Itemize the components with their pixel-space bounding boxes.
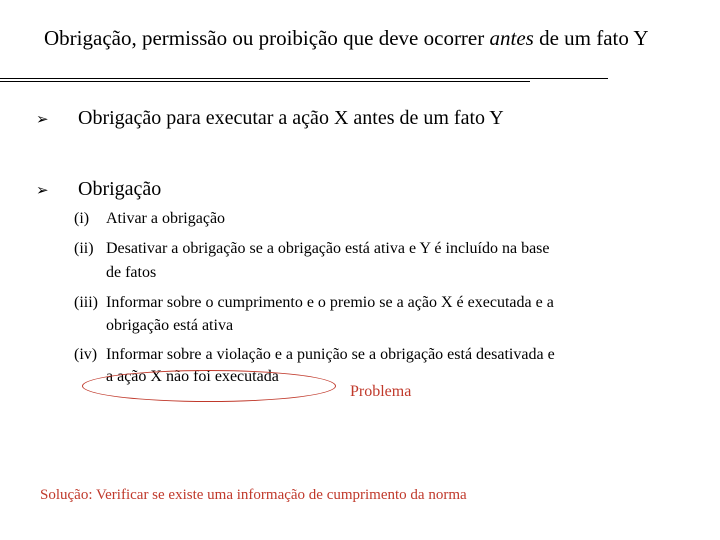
problem-highlight-ellipse [82, 370, 336, 402]
item-continuation: obrigação está ativa [106, 317, 234, 334]
problem-label: Problema [350, 383, 412, 400]
bullet-text: Obrigação para executar a ação X antes de um fato Y [78, 107, 504, 129]
list-item [74, 238, 684, 260]
item-continuation: de fatos [106, 264, 157, 281]
title-emphasis: antes [489, 26, 534, 50]
item-number: (iii) [74, 294, 98, 311]
item-text: Ativar a obrigação [106, 210, 226, 227]
bullet-text: Obrigação [78, 178, 162, 200]
item-number: (i) [74, 210, 90, 227]
item-text: Desativar a obrigação se a obrigação está ativa e Y é incluído na base [106, 240, 550, 257]
item-number: (iv) [74, 346, 98, 363]
list-item [74, 208, 684, 230]
slide-title [44, 24, 684, 52]
title-underline [0, 78, 608, 79]
list-item [74, 344, 684, 366]
bullet-item-2 [36, 176, 161, 203]
title-text-part1: Obrigação, permissão ou proibição que deve ocorrer [44, 26, 490, 50]
title-underline-secondary [0, 81, 530, 82]
solution-text: Solução: Verificar se existe uma informação de cumprimento da norma [40, 487, 467, 503]
bullet-item-1 [36, 105, 504, 132]
arrow-bullet-icon: ➢ [36, 110, 49, 128]
arrow-bullet-icon: ➢ [36, 181, 49, 199]
item-text: Informar sobre o cumprimento e o premio se a ação X é executada e a [106, 294, 554, 311]
item-text: Informar sobre a violação e a punição se a obrigação está desativada e [106, 346, 555, 363]
list-item [74, 292, 684, 314]
title-text-part2: de um fato Y [533, 26, 649, 50]
item-number: (ii) [74, 240, 94, 257]
item-continuation: a ação X não foi executada [106, 368, 279, 385]
